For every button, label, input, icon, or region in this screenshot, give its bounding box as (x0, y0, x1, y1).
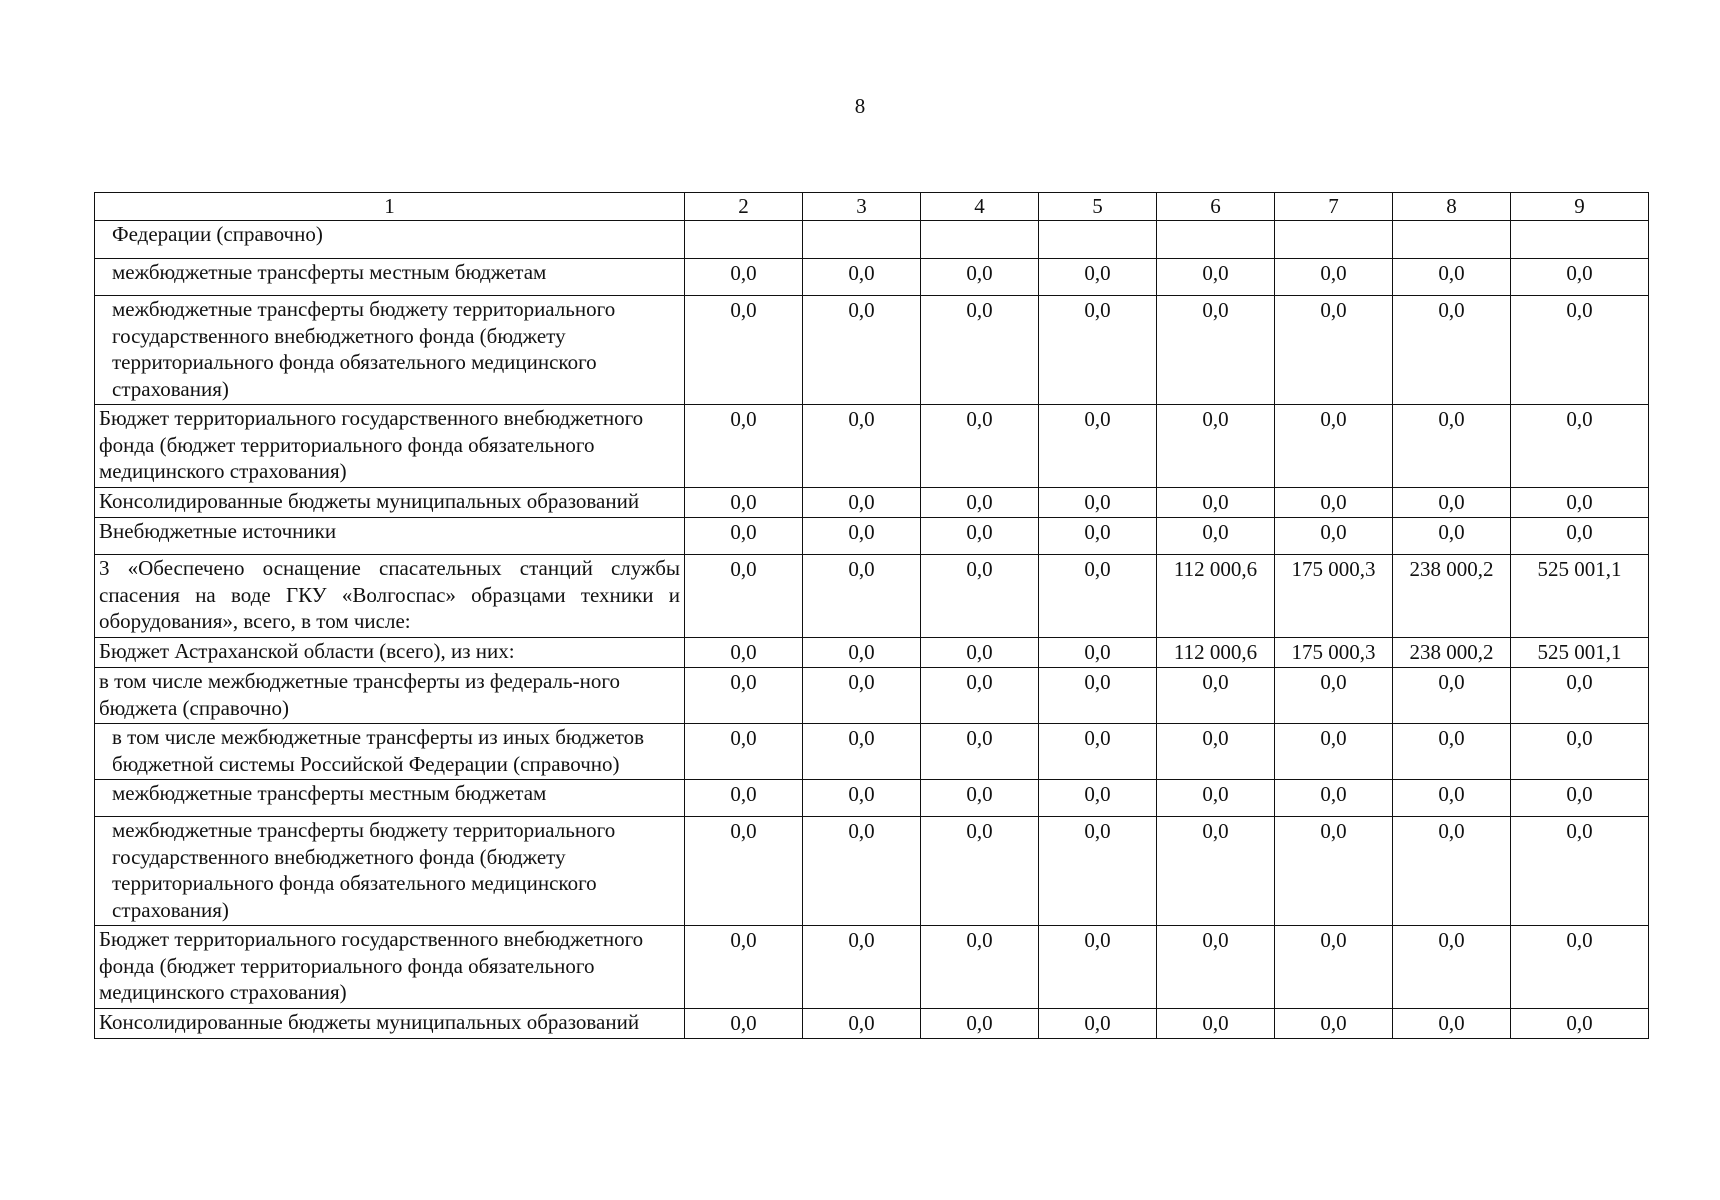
cell-value: 0,0 (1275, 780, 1393, 817)
cell-value: 0,0 (1157, 487, 1275, 518)
cell-value: 0,0 (921, 555, 1039, 638)
cell-value: 0,0 (685, 555, 803, 638)
cell-value: 0,0 (803, 487, 921, 518)
cell-value: 0,0 (1511, 259, 1649, 296)
table-row (95, 405, 1649, 488)
cell-value: 0,0 (803, 1008, 921, 1039)
cell-value: 0,0 (803, 296, 921, 405)
row-label: 3 «Обеспечено оснащение спасательных станций службы спасения на воде ГКУ «Волгоспас» образцами техники и оборудования», всего, в том числе: (95, 555, 685, 638)
page-number: 8 (854, 94, 866, 118)
table-row (95, 555, 1649, 638)
cell-value: 0,0 (1157, 724, 1275, 780)
cell-value: 0,0 (921, 405, 1039, 488)
cell-value: 0,0 (1039, 637, 1157, 668)
cell-value: 0,0 (1393, 487, 1511, 518)
cell-value: 112 000,6 (1157, 637, 1275, 668)
cell-value: 0,0 (803, 668, 921, 724)
cell-value: 175 000,3 (1275, 637, 1393, 668)
cell-value: 0,0 (685, 817, 803, 926)
row-label: межбюджетные трансферты местным бюджетам (95, 259, 685, 296)
cell-value: 0,0 (803, 555, 921, 638)
cell-value: 0,0 (1275, 668, 1393, 724)
cell-value: 0,0 (1157, 405, 1275, 488)
cell-value: 0,0 (803, 637, 921, 668)
cell-value: 112 000,6 (1157, 555, 1275, 638)
cell-value (1157, 221, 1275, 259)
cell-value: 0,0 (685, 668, 803, 724)
cell-value: 0,0 (1157, 259, 1275, 296)
cell-value: 0,0 (921, 259, 1039, 296)
row-label: в том числе межбюджетные трансферты из иных бюджетов бюджетной системы Российской Федерации (справочно) (95, 724, 685, 780)
row-label: в том числе межбюджетные трансферты из федераль-ного бюджета (справочно) (95, 668, 685, 724)
row-label: Консолидированные бюджеты муниципальных образований (95, 1008, 685, 1039)
cell-value: 0,0 (1511, 296, 1649, 405)
cell-value: 0,0 (1039, 296, 1157, 405)
column-header: 6 (1157, 193, 1275, 221)
cell-value: 0,0 (1275, 926, 1393, 1009)
cell-value: 0,0 (685, 259, 803, 296)
cell-value: 0,0 (1393, 518, 1511, 555)
column-header: 1 (95, 193, 685, 221)
cell-value: 0,0 (685, 926, 803, 1009)
cell-value: 0,0 (685, 637, 803, 668)
row-label: Бюджет территориального государственного внебюджетного фонда (бюджет территориального фонда обязательного медицинского страхования) (95, 926, 685, 1009)
cell-value: 0,0 (1157, 817, 1275, 926)
cell-value: 0,0 (1511, 926, 1649, 1009)
row-label: межбюджетные трансферты бюджету территориального государственного внебюджетного фонда (бюджету территориального фонда обязательного медицинского страхования) (95, 296, 685, 405)
cell-value: 0,0 (685, 487, 803, 518)
cell-value: 0,0 (803, 259, 921, 296)
cell-value: 0,0 (1275, 724, 1393, 780)
cell-value: 0,0 (1393, 259, 1511, 296)
budget-table (94, 192, 1649, 1039)
cell-value: 0,0 (1039, 780, 1157, 817)
cell-value: 0,0 (1157, 780, 1275, 817)
column-header: 9 (1511, 193, 1649, 221)
row-label: межбюджетные трансферты местным бюджетам (95, 780, 685, 817)
cell-value: 0,0 (685, 518, 803, 555)
column-header: 5 (1039, 193, 1157, 221)
cell-value (1511, 221, 1649, 259)
cell-value: 0,0 (921, 637, 1039, 668)
table-row (95, 1008, 1649, 1039)
cell-value: 0,0 (1039, 518, 1157, 555)
cell-value: 0,0 (1157, 1008, 1275, 1039)
cell-value: 0,0 (1157, 296, 1275, 405)
cell-value: 0,0 (1039, 487, 1157, 518)
cell-value: 0,0 (1393, 780, 1511, 817)
cell-value: 0,0 (1393, 724, 1511, 780)
cell-value: 0,0 (1039, 724, 1157, 780)
cell-value: 0,0 (803, 518, 921, 555)
cell-value: 0,0 (921, 487, 1039, 518)
cell-value: 0,0 (1393, 405, 1511, 488)
cell-value: 0,0 (685, 724, 803, 780)
cell-value: 0,0 (921, 926, 1039, 1009)
cell-value: 0,0 (803, 780, 921, 817)
table-row (95, 518, 1649, 555)
cell-value: 0,0 (1275, 1008, 1393, 1039)
cell-value: 0,0 (921, 817, 1039, 926)
cell-value: 0,0 (803, 724, 921, 780)
cell-value: 0,0 (1511, 487, 1649, 518)
cell-value: 0,0 (1157, 518, 1275, 555)
cell-value: 0,0 (1039, 926, 1157, 1009)
cell-value: 0,0 (1511, 405, 1649, 488)
cell-value: 0,0 (1275, 259, 1393, 296)
cell-value: 525 001,1 (1511, 555, 1649, 638)
cell-value (1039, 221, 1157, 259)
cell-value: 0,0 (803, 926, 921, 1009)
table-body (95, 221, 1649, 1039)
cell-value: 0,0 (1275, 405, 1393, 488)
table-row (95, 668, 1649, 724)
cell-value: 0,0 (1157, 926, 1275, 1009)
column-header: 4 (921, 193, 1039, 221)
table-row (95, 724, 1649, 780)
row-label: Бюджет территориального государственного внебюджетного фонда (бюджет территориального фонда обязательного медицинского страхования) (95, 405, 685, 488)
cell-value (921, 221, 1039, 259)
cell-value: 0,0 (1393, 817, 1511, 926)
cell-value: 0,0 (921, 518, 1039, 555)
row-label: Консолидированные бюджеты муниципальных образований (95, 487, 685, 518)
cell-value: 175 000,3 (1275, 555, 1393, 638)
cell-value: 0,0 (921, 780, 1039, 817)
table-row (95, 637, 1649, 668)
cell-value: 525 001,1 (1511, 637, 1649, 668)
cell-value: 0,0 (1393, 296, 1511, 405)
table-row (95, 259, 1649, 296)
column-header: 8 (1393, 193, 1511, 221)
column-header: 7 (1275, 193, 1393, 221)
cell-value (803, 221, 921, 259)
cell-value: 0,0 (685, 780, 803, 817)
cell-value: 0,0 (685, 296, 803, 405)
table-row (95, 817, 1649, 926)
cell-value: 0,0 (685, 405, 803, 488)
cell-value: 0,0 (1511, 724, 1649, 780)
row-label: межбюджетные трансферты бюджету территориального государственного внебюджетного фонда (бюджету территориального фонда обязательного медицинского страхования) (95, 817, 685, 926)
table-row (95, 926, 1649, 1009)
cell-value: 238 000,2 (1393, 555, 1511, 638)
cell-value: 0,0 (1511, 518, 1649, 555)
cell-value: 0,0 (1511, 817, 1649, 926)
cell-value: 0,0 (803, 405, 921, 488)
cell-value: 0,0 (803, 817, 921, 926)
cell-value: 0,0 (1275, 518, 1393, 555)
table-row (95, 487, 1649, 518)
table-row (95, 296, 1649, 405)
cell-value: 0,0 (1511, 780, 1649, 817)
cell-value: 0,0 (1157, 668, 1275, 724)
cell-value: 0,0 (1275, 817, 1393, 926)
cell-value: 0,0 (1039, 555, 1157, 638)
row-label: Внебюджетные источники (95, 518, 685, 555)
cell-value: 0,0 (1039, 817, 1157, 926)
cell-value: 0,0 (1511, 1008, 1649, 1039)
column-header: 3 (803, 193, 921, 221)
cell-value: 0,0 (1393, 1008, 1511, 1039)
cell-value (685, 221, 803, 259)
cell-value: 0,0 (1511, 668, 1649, 724)
cell-value (1275, 221, 1393, 259)
cell-value: 0,0 (1275, 487, 1393, 518)
cell-value: 0,0 (921, 1008, 1039, 1039)
table-row (95, 221, 1649, 259)
header-row (95, 193, 1649, 221)
cell-value: 0,0 (921, 668, 1039, 724)
cell-value (1393, 221, 1511, 259)
cell-value: 0,0 (921, 724, 1039, 780)
row-label: Федерации (справочно) (95, 221, 685, 259)
cell-value: 0,0 (1039, 405, 1157, 488)
cell-value: 0,0 (685, 1008, 803, 1039)
table-row (95, 780, 1649, 817)
cell-value: 0,0 (1275, 296, 1393, 405)
cell-value: 238 000,2 (1393, 637, 1511, 668)
column-header: 2 (685, 193, 803, 221)
cell-value: 0,0 (1039, 668, 1157, 724)
cell-value: 0,0 (1393, 668, 1511, 724)
cell-value: 0,0 (1039, 1008, 1157, 1039)
cell-value: 0,0 (921, 296, 1039, 405)
row-label: Бюджет Астраханской области (всего), из них: (95, 637, 685, 668)
cell-value: 0,0 (1393, 926, 1511, 1009)
cell-value: 0,0 (1039, 259, 1157, 296)
